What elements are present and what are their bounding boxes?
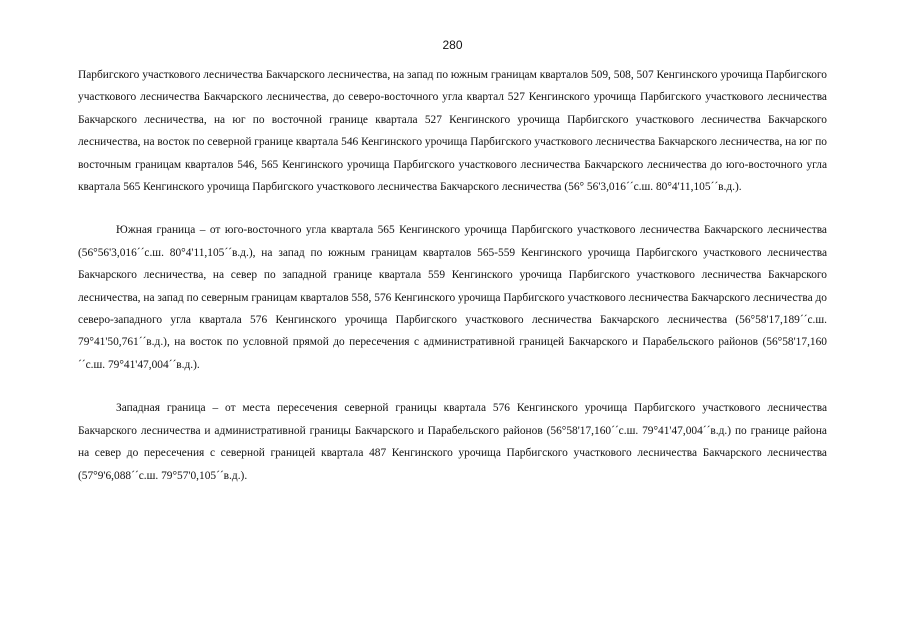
paragraph-southern-boundary: Южная граница – от юго-восточного угла квартала 565 Кенгинского урочища Парбигского участкового лесничества Бакчарского лесничества (56°56'3,016´´с.ш. 80°4'11,105´´в.д.), на запад по южным границам кварталов 565-559 Кенгинского урочища Парбигского участкового лесничества Бакчарского лесничества, на север по западной границе квартала 559 Кенгинского урочища Парбигского участкового лесничества Бакчарского лесничества, на запад по северным границам кварталов 558, 576 Кенгинского урочища Парбигского участкового лесничества Бакчарского лесничества до северо-западного угла квартала 576 Кенгинского урочища Парбигского участкового лесничества Бакчарского лесничества (56°58'17,189´´с.ш. 79°41'50,761´´в.д.), на восток по условной прямой до пересечения с административной границей Бакчарского и Парабельского районов (56°58'17,160´´с.ш. 79°41'47,004´´в.д.).: [78, 224, 827, 371]
paragraph-continuation: Парбигского участкового лесничества Бакчарского лесничества, на запад по южным границам кварталов 509, 508, 507 Кенгинского урочища Парбигского участкового лесничества Бакчарского лесничества, до северо-восточного угла квартал 527 Кенгинского урочища Парбигского участкового лесничества Бакчарского лесничества, на юг по восточной границе квартала 527 Кенгинского урочища Парбигского участкового лесничества Бакчарского лесничества, на восток по северной границе квартала 546 Кенгинского урочища Парбигского участкового лесничества Бакчарского лесничества, на юг по восточным границам кварталов 546, 565 Кенгинского урочища Парбигского участкового лесничества Бакчарского лесничества до юго-восточного угла квартала 565 Кенгинского урочища Парбигского участкового лесничества Бакчарского лесничества (56° 56'3,016´´с.ш. 80°4'11,105´´в.д.).: [78, 69, 827, 194]
page-number: 280: [442, 38, 463, 52]
document-body: [78, 64, 827, 508]
paragraph-western-boundary: Западная граница – от места пересечения северной границы квартала 576 Кенгинского урочища Парбигского участкового лесничества Бакчарского лесничества и административной границы Бакчарского и Парабельского районов (56°58'17,160´´с.ш. 79°41'47,004´´в.д.) по границе района на север до пересечения с северной границей квартала 487 Кенгинского урочища Парбигского участкового лесничества Бакчарского лесничества (57°9'6,088´´с.ш. 79°57'0,105´´в.д.).: [78, 402, 827, 482]
